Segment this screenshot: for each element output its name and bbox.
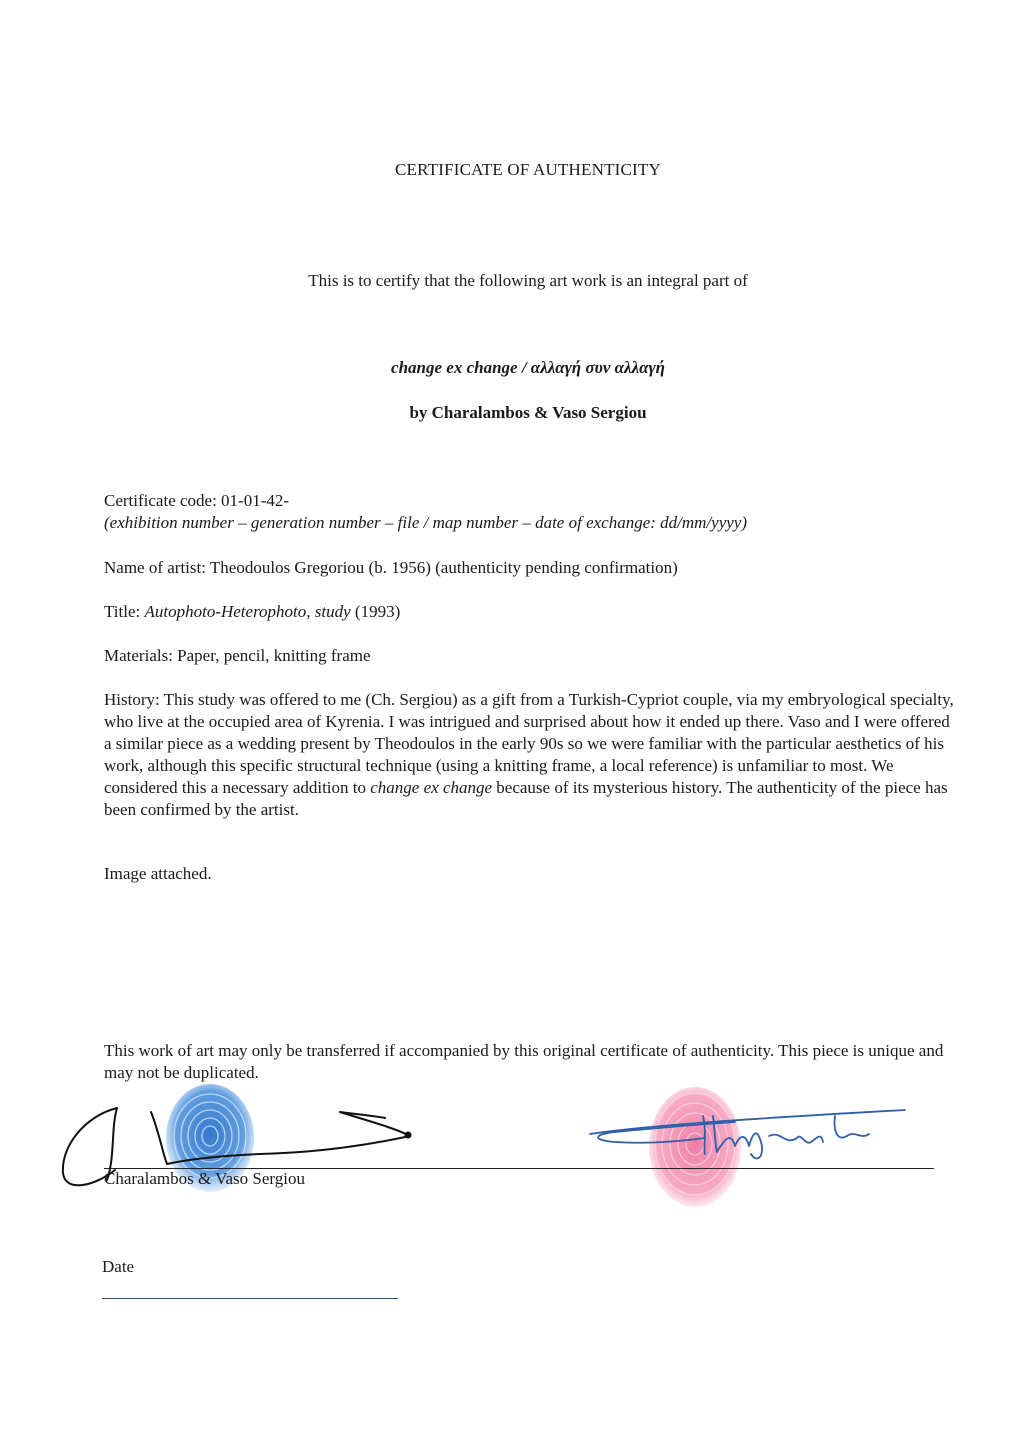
certificate-code: Certificate code: 01-01-42-	[104, 491, 290, 510]
project-byline: by Charalambos & Vaso Sergiou	[409, 403, 647, 422]
artwork-title: Autophoto-Heterophoto, study	[144, 602, 351, 621]
certification-statement: This is to certify that the following art work is an integral part of	[308, 271, 748, 290]
history-project-name: change ex change	[370, 778, 493, 797]
history-text-2: because of its mysterious history. The authenticity of the piece has been confirmed by the artist.	[104, 778, 948, 819]
artist-name: Name of artist: Theodoulos Gregoriou (b. 1956) (authenticity pending confirmation)	[104, 558, 678, 577]
signatory-name: Charalambos & Vaso Sergiou	[104, 1169, 305, 1188]
transfer-conditions: This work of art may only be transferred if accompanied by this original certificate of authenticity. This piece is unique and may not be duplicated.	[104, 1041, 944, 1082]
artwork-year: (1993)	[350, 602, 401, 621]
title-label: Title:	[104, 602, 145, 621]
blue-signature	[585, 1102, 925, 1172]
document-title: CERTIFICATE OF AUTHENTICITY	[395, 160, 661, 179]
project-title: change ex change / αλλαγή συν αλλαγή	[391, 358, 665, 377]
artwork-title-line	[104, 601, 944, 623]
materials: Materials: Paper, pencil, knitting frame	[104, 646, 371, 665]
date-line	[102, 1298, 398, 1299]
date-label: Date	[102, 1257, 135, 1276]
image-attached-note: Image attached.	[104, 864, 212, 883]
history-text-1: History: This study was offered to me (Ch. Sergiou) as a gift from a Turkish-Cypriot couple, via my embryological specialty, who live at the occupied area of Kyrenia. I was intrigued and surprised about how it ended up there. Vaso and I were offered a similar piece as a wedding present by Theodoulos in the early 90s so we were familiar with the particular aesthetics of his work, although this specific structural technique (using a knitting frame, a local reference) is unfamiliar to most. We considered this a necessary addition to	[104, 690, 954, 797]
certificate-code-format: (exhibition number – generation number – file / map number – date of exchange: dd/mm/yyyy)	[104, 513, 748, 532]
history-paragraph	[104, 689, 954, 821]
